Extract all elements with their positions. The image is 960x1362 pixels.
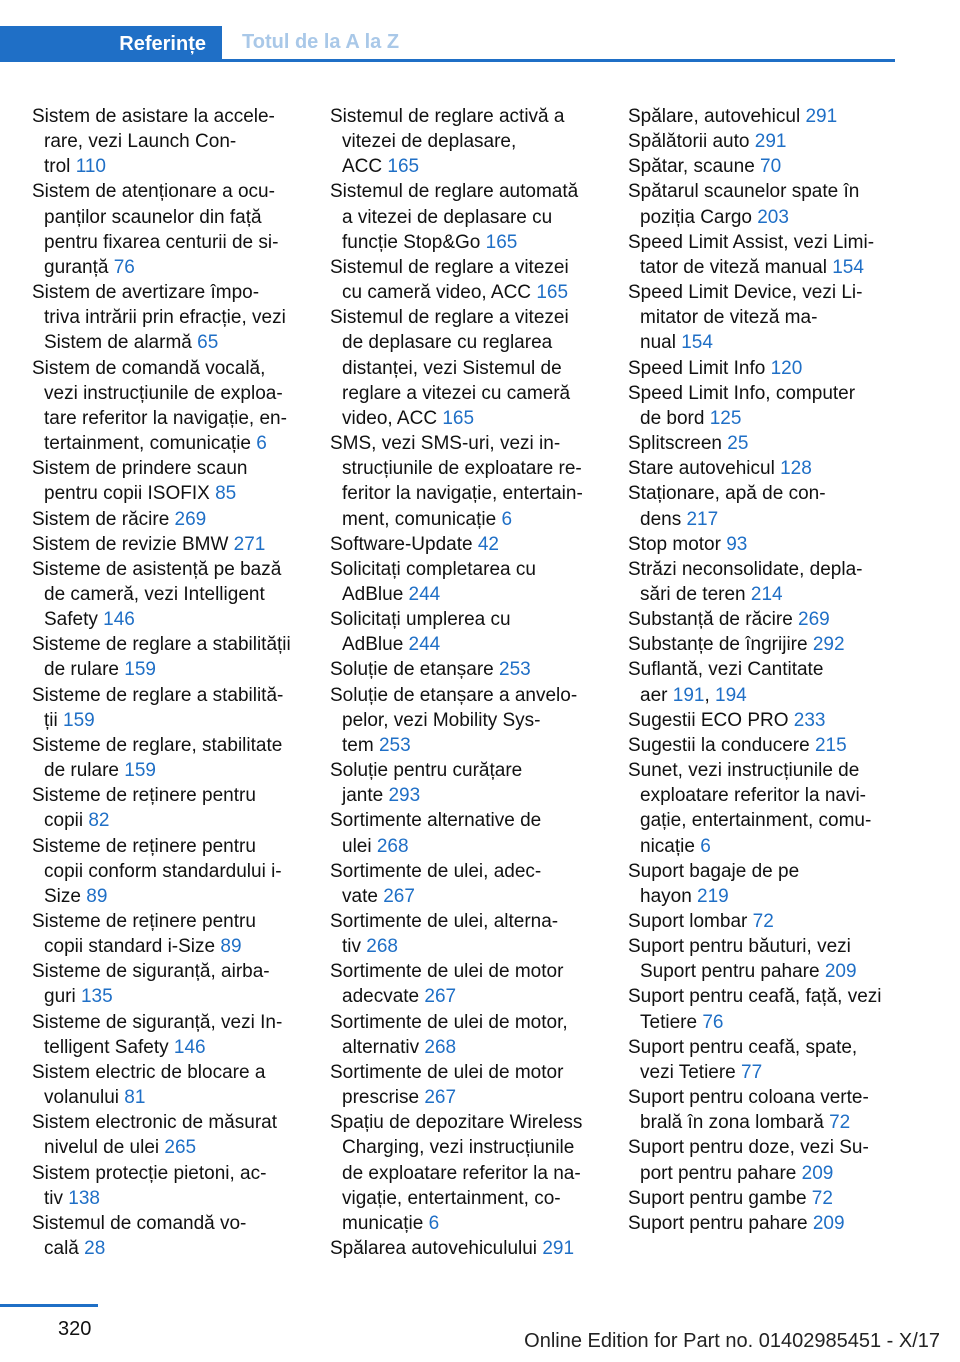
index-term: Speed Limit Assist, vezi Limi-: [628, 231, 875, 253]
index-term: rare, vezi Launch Con-: [44, 131, 237, 153]
index-term: Suport pentru coloana verte-: [628, 1087, 869, 1109]
page-reference-link[interactable]: 25: [727, 433, 749, 455]
page-reference-link[interactable]: 72: [811, 1187, 833, 1209]
index-entry: [32, 104, 302, 179]
page-reference-link[interactable]: 165: [442, 407, 475, 429]
index-entry: [628, 179, 898, 229]
index-term: Sunet, vezi instrucțiunile de: [628, 760, 860, 782]
page-reference-link[interactable]: 291: [805, 106, 838, 127]
index-entry: [628, 1035, 898, 1085]
index-term: panților scaunelor din față: [44, 206, 262, 228]
index-entry: [330, 657, 600, 682]
page-reference-link[interactable]: 135: [80, 986, 113, 1008]
index-term: Suflantă, vezi Cantitate: [628, 659, 824, 681]
index-term: tertainment, comunicație: [44, 433, 257, 455]
index-term: brală în zona lombară: [640, 1112, 830, 1134]
index-term: Suport pentru doze, vezi Su-: [628, 1137, 869, 1159]
footer-edition: Online Edition for Part no. 01402985451 - X/17: [524, 1330, 940, 1352]
index-term: Sisteme de reglare, stabilitate: [32, 734, 283, 756]
index-term: de exploatare referitor la na-: [342, 1162, 581, 1184]
index-term: Suport pentru pahare: [640, 961, 825, 983]
index-entry: [330, 255, 600, 305]
index-term: tator de viteză manual: [640, 256, 833, 278]
index-term: copii conform standardului i-: [44, 860, 282, 882]
index-entry: [628, 909, 898, 934]
page-reference-link[interactable]: 293: [388, 785, 421, 807]
page-reference-link[interactable]: 209: [801, 1162, 834, 1184]
index-entry: [628, 456, 898, 481]
section-tab-label: Referințe: [119, 32, 206, 55]
index-term: dens: [640, 508, 687, 530]
index-term: volanului: [44, 1087, 125, 1109]
page-reference-link[interactable]: 214: [750, 583, 783, 605]
index-entry: [32, 834, 302, 909]
index-entry: [628, 733, 898, 758]
index-term: ții: [44, 709, 63, 731]
page-reference-link[interactable]: 70: [760, 156, 782, 178]
index-term: Sortimente de ulei de motor: [330, 961, 564, 983]
page-reference-link[interactable]: 291: [754, 131, 787, 153]
page-reference-link[interactable]: 194: [715, 684, 747, 706]
index-entry: [628, 934, 898, 984]
index-term: guri: [44, 986, 81, 1008]
index-term: vezi Tetiere: [640, 1061, 742, 1083]
index-term: Suport pentru gambe: [628, 1187, 812, 1209]
index-entry: [628, 129, 898, 154]
page-reference-link[interactable]: 269: [798, 609, 830, 631]
page-reference-link[interactable]: 138: [68, 1187, 100, 1209]
page-reference-link[interactable]: 128: [780, 458, 812, 480]
index-term: nual: [640, 332, 682, 354]
index-term: Speed Limit Device, vezi Li-: [628, 282, 863, 304]
index-term: Spațiu de depozitare Wireless: [330, 1112, 583, 1134]
page-reference-link[interactable]: 292: [812, 634, 845, 656]
index-term: Străzi neconsolidate, depla-: [628, 558, 863, 580]
page-reference-link[interactable]: 291: [542, 1238, 575, 1260]
index-term: hayon: [640, 885, 698, 907]
index-term: Sistem de alarmă: [44, 332, 198, 354]
index-entry: [330, 431, 600, 532]
page-number: 320: [58, 1318, 92, 1340]
index-term: Sortimente de ulei, alterna-: [330, 911, 559, 932]
index-term: tem: [342, 734, 379, 756]
index-term: Substanțe de îngrijire: [628, 634, 813, 656]
index-term: Suport lombar: [628, 911, 753, 932]
index-term: Sistem de prindere scaun: [32, 458, 248, 480]
index-entry: [628, 356, 898, 381]
index-term: alternativ: [342, 1036, 425, 1058]
page-reference-link[interactable]: 244: [408, 634, 441, 656]
index-term: ulei: [342, 835, 377, 857]
index-term: Sortimente de ulei de motor,: [330, 1011, 568, 1033]
section-tab[interactable]: [0, 26, 222, 62]
index-entry: [32, 1110, 302, 1160]
index-entry: [330, 179, 600, 254]
index-term: vate: [342, 885, 384, 907]
index-term: poziția Cargo: [640, 206, 758, 228]
page-reference-link[interactable]: 154: [832, 256, 864, 278]
index-entry: [32, 1060, 302, 1110]
page-reference-link[interactable]: 265: [164, 1137, 197, 1159]
index-entry: [628, 632, 898, 657]
index-term: Charging, vezi instrucțiunile: [342, 1137, 575, 1159]
page-reference-link[interactable]: 267: [424, 1087, 457, 1109]
page-reference-link[interactable]: 191: [672, 684, 705, 706]
index-term: nivelul de ulei: [44, 1137, 165, 1159]
index-term: pentru copii ISOFIX: [44, 483, 216, 505]
index-entry: [628, 657, 898, 707]
page-reference-link[interactable]: 268: [424, 1036, 457, 1058]
index-entry: [32, 557, 302, 632]
page-reference-link[interactable]: 267: [424, 986, 457, 1008]
index-entry: [330, 1236, 600, 1261]
page-reference-link[interactable]: 72: [829, 1112, 851, 1134]
page-reference-link[interactable]: 209: [824, 961, 857, 983]
index-term: Spălătorii auto: [628, 131, 755, 153]
index-term: Solicitați completarea cu: [330, 558, 536, 580]
chapter-tab-label: Totul de la A la Z: [242, 31, 400, 53]
index-term: prescrise: [342, 1087, 425, 1109]
index-entry: [628, 984, 898, 1034]
index-entry: [628, 1135, 898, 1185]
page-reference-link[interactable]: 203: [757, 206, 789, 228]
index-term: aer: [640, 684, 673, 706]
index-term: Sistem electric de blocare a: [32, 1061, 266, 1083]
index-term: de cameră, vezi Intelligent: [44, 583, 265, 605]
index-term: Sisteme de reținere pentru: [32, 785, 256, 807]
index-term: Sugestii la conducere: [628, 734, 815, 756]
index-term: Suport bagaje de pe: [628, 860, 800, 882]
index-term: pelor, vezi Mobility Sys-: [342, 709, 541, 731]
index-term: strucțiunile de exploatare re-: [342, 458, 582, 480]
index-term: tiv: [342, 936, 367, 958]
page-reference-link[interactable]: 267: [383, 885, 415, 907]
index-term: Soluție de etanșare: [330, 659, 500, 681]
index-term: Splitscreen: [628, 433, 728, 455]
index-entry: [628, 607, 898, 632]
index-entry: [330, 1060, 600, 1110]
page-reference-link[interactable]: 146: [103, 609, 135, 631]
index-term: Staționare, apă de con-: [628, 483, 826, 505]
index-term: Software-Update: [330, 533, 478, 555]
index-term: Sortimente alternative de: [330, 810, 542, 832]
index-term: copii standard i-Size: [44, 936, 221, 958]
page-reference-link[interactable]: 120: [770, 357, 803, 379]
index-column-3: [628, 104, 898, 1236]
page-reference-link[interactable]: 72: [752, 911, 774, 932]
index-term: trol: [44, 156, 76, 178]
page-number-divider: [0, 1304, 98, 1307]
page-reference-link[interactable]: 253: [499, 659, 531, 681]
page-reference-link[interactable]: 165: [536, 282, 569, 304]
index-entry: [330, 758, 600, 808]
index-entry: [628, 1211, 898, 1236]
page-reference-link[interactable]: 76: [113, 256, 135, 278]
page-reference-link[interactable]: 81: [124, 1087, 146, 1109]
page-reference-link[interactable]: 42: [477, 533, 499, 555]
index-term: triva intrării prin efracție, vezi: [44, 307, 286, 329]
page-reference-link[interactable]: 93: [726, 533, 748, 555]
index-term: Sortimente de ulei, adec-: [330, 860, 542, 882]
index-term: Sisteme de reglare a stabilității: [32, 634, 291, 656]
index-term: sări de teren: [640, 583, 751, 605]
index-term: feritor la navigație, entertain-: [342, 483, 583, 505]
index-entry: [628, 381, 898, 431]
page-reference-link[interactable]: 146: [173, 1036, 206, 1058]
index-entry: [628, 708, 898, 733]
index-term: Safety: [44, 609, 104, 631]
index-term: gație, entertainment, comu-: [640, 810, 872, 832]
index-term: tiv: [44, 1187, 69, 1209]
index-term: exploatare referitor la navi-: [640, 785, 866, 807]
index-term: Suport pentru pahare: [628, 1212, 813, 1234]
index-term: vigație, entertainment, co-: [342, 1187, 561, 1209]
page-reference-link[interactable]: 154: [681, 332, 713, 354]
index-term: ment, comunicație: [342, 508, 502, 530]
index-entry: [32, 783, 302, 833]
index-entry: [330, 557, 600, 607]
page-reference-link[interactable]: 253: [378, 734, 411, 756]
index-term: funcție Stop&Go: [342, 231, 486, 253]
index-entry: [32, 456, 302, 506]
page-reference-link[interactable]: 76: [702, 1011, 724, 1033]
index-term: reglare a vitezei cu cameră: [342, 382, 571, 404]
index-term: Stop motor: [628, 533, 727, 555]
page-reference-link[interactable]: 6: [428, 1212, 440, 1234]
page-reference-link[interactable]: 159: [124, 760, 156, 782]
index-entry: [628, 230, 898, 280]
index-term: Sisteme de reținere pentru: [32, 835, 256, 857]
index-term: Soluție pentru curățare: [330, 760, 523, 782]
page-reference-link[interactable]: 159: [124, 659, 156, 681]
index-term: distanței, vezi Sistemul de: [342, 357, 562, 379]
index-entry: [330, 959, 600, 1009]
index-term: Sistemul de reglare a vitezei: [330, 307, 569, 329]
index-entry: [628, 431, 898, 456]
page-reference-link[interactable]: 89: [220, 936, 242, 958]
page-reference-link[interactable]: 268: [376, 835, 409, 857]
index-entry: [628, 758, 898, 859]
index-term: SMS, vezi SMS-uri, vezi in-: [330, 433, 561, 455]
page-reference-link[interactable]: 65: [197, 332, 219, 354]
index-term: Sistemul de reglare activă a: [330, 106, 565, 127]
index-term: municație: [342, 1212, 429, 1234]
page-reference-link[interactable]: 219: [697, 885, 729, 907]
page-reference-link[interactable]: 244: [408, 583, 441, 605]
index-entry: [628, 154, 898, 179]
index-term: Speed Limit Info, computer: [628, 382, 856, 404]
index-entry: [32, 532, 302, 557]
index-term: Sistem de răcire: [32, 508, 175, 530]
index-term: Soluție de etanșare a anvelo-: [330, 684, 578, 706]
page-reference-link[interactable]: 159: [63, 709, 95, 731]
index-entry: [628, 557, 898, 607]
index-term: Spătar, scaune: [628, 156, 761, 178]
index-term: mitator de viteză ma-: [640, 307, 818, 329]
index-term: Sisteme de siguranță, vezi In-: [32, 1011, 283, 1033]
page-reference-link[interactable]: 77: [741, 1061, 763, 1083]
index-term: Suport pentru ceafă, spate,: [628, 1036, 858, 1058]
index-term: de bord: [640, 407, 710, 429]
index-term: guranță: [44, 256, 114, 278]
chapter-tab[interactable]: [222, 26, 895, 59]
page-reference-link[interactable]: 110: [75, 156, 106, 178]
page-reference-link[interactable]: 28: [84, 1238, 106, 1260]
index-term: vitezei de deplasare,: [342, 131, 517, 153]
index-entry: [330, 859, 600, 909]
index-entry: [330, 305, 600, 431]
index-term: vezi instrucțiunile de exploa-: [44, 382, 283, 404]
page-reference-link[interactable]: 209: [812, 1212, 845, 1234]
index-entry: [32, 1010, 302, 1060]
page-reference-link[interactable]: 125: [709, 407, 742, 429]
index-term: Sistemul de comandă vo-: [32, 1212, 247, 1234]
index-entry: [32, 683, 302, 733]
index-term: de rulare: [44, 760, 125, 782]
index-term: Spălarea autovehiculului: [330, 1238, 543, 1260]
index-term: pentru fixarea centurii de si-: [44, 231, 279, 253]
index-entry: [330, 909, 600, 959]
index-entry: [32, 733, 302, 783]
index-entry: [32, 280, 302, 355]
index-term: Sistem de asistare la accele-: [32, 106, 275, 127]
index-term: Spătarul scaunelor spate în: [628, 181, 860, 203]
index-entry: [32, 959, 302, 1009]
index-term: Sisteme de asistență pe bază: [32, 558, 282, 580]
index-entry: [32, 632, 302, 682]
page-reference-link[interactable]: 82: [88, 810, 110, 832]
index-entry: [330, 808, 600, 858]
index-term: Sortimente de ulei de motor: [330, 1061, 564, 1083]
page-reference-link[interactable]: 85: [215, 483, 237, 505]
index-term: video, ACC: [342, 407, 443, 429]
index-entry: [32, 1211, 302, 1261]
index-term: de rulare: [44, 659, 125, 681]
index-term: Tetiere: [640, 1011, 703, 1033]
index-entry: [32, 1161, 302, 1211]
index-entry: [32, 179, 302, 280]
index-entry: [330, 104, 600, 179]
index-term: port pentru pahare: [640, 1162, 802, 1184]
page-reference-link[interactable]: 233: [793, 709, 826, 731]
index-term: nicație: [640, 835, 701, 857]
index-column-2: [330, 104, 600, 1261]
header-divider: [222, 59, 895, 62]
index-term: Suport pentru băuturi, vezi: [628, 936, 851, 958]
index-term: Sisteme de reglare a stabilită-: [32, 684, 284, 706]
page-reference-link[interactable]: 6: [501, 508, 513, 530]
index-term: a vitezei de deplasare cu: [342, 206, 553, 228]
index-column-1: [32, 104, 302, 1261]
index-term: Sistemul de reglare automată: [330, 181, 579, 203]
index-term: ACC: [342, 156, 388, 178]
page-reference-link[interactable]: 165: [485, 231, 518, 253]
index-entry: [628, 280, 898, 355]
page-reference-link[interactable]: 89: [86, 885, 108, 907]
page-reference-link[interactable]: 6: [700, 835, 711, 857]
index-entry: [628, 859, 898, 909]
index-term: Sistem de revizie BMW: [32, 533, 234, 555]
page-reference-link[interactable]: 269: [174, 508, 207, 530]
index-entry: [628, 532, 898, 557]
index-term: Suport pentru ceafă, față, vezi: [628, 986, 882, 1008]
page-reference-link[interactable]: 271: [233, 533, 266, 555]
page-reference-link[interactable]: 165: [387, 156, 420, 178]
index-term: Spălare, autovehicul: [628, 106, 806, 127]
index-term: Speed Limit Info: [628, 357, 771, 379]
index-entry: [330, 683, 600, 758]
index-term: Substanță de răcire: [628, 609, 799, 631]
index-term: de deplasare cu reglarea: [342, 332, 553, 354]
index-entry: [330, 532, 600, 557]
index-term: Sistem de avertizare împo-: [32, 282, 260, 304]
index-term: Sugestii ECO PRO: [628, 709, 794, 731]
index-term: Sistem electronic de măsurat: [32, 1112, 277, 1134]
index-entry: [32, 507, 302, 532]
index-term: Solicitați umplerea cu: [330, 609, 511, 631]
index-entry: [330, 607, 600, 657]
index-term: Sistem de atenționare a ocu-: [32, 181, 275, 203]
page-header: [0, 26, 895, 62]
index-term: Sistem protecție pietoni, ac-: [32, 1162, 267, 1184]
index-entry: [628, 1085, 898, 1135]
index-term: Sistem de comandă vocală,: [32, 357, 266, 379]
index-term: AdBlue: [342, 583, 409, 605]
index-term: Sisteme de siguranță, airba-: [32, 961, 270, 983]
index-term: telligent Safety: [44, 1036, 174, 1058]
index-entry: [330, 1110, 600, 1236]
index-term: Sisteme de reținere pentru: [32, 911, 256, 932]
page-reference-link[interactable]: 268: [366, 936, 398, 958]
index-entry: [628, 1186, 898, 1211]
index-term: Size: [44, 885, 87, 907]
index-term: AdBlue: [342, 634, 409, 656]
index-entry: [628, 481, 898, 531]
index-entry: [32, 356, 302, 457]
ref-separator: ,: [704, 684, 716, 706]
index-term: copii: [44, 810, 89, 832]
index-term: cu cameră video, ACC: [342, 282, 537, 304]
index-term: adecvate: [342, 986, 425, 1008]
index-entry: [628, 104, 898, 129]
index-entry: [330, 1010, 600, 1060]
page-reference-link[interactable]: 215: [814, 734, 847, 756]
index-term: Sistemul de reglare a vitezei: [330, 256, 569, 278]
index-term: jante: [342, 785, 389, 807]
page-reference-link[interactable]: 217: [686, 508, 719, 530]
index-term: cală: [44, 1238, 85, 1260]
page-reference-link[interactable]: 6: [256, 433, 267, 455]
index-term: Stare autovehicul: [628, 458, 781, 480]
index-term: tare referitor la navigație, en-: [44, 407, 287, 429]
index-entry: [32, 909, 302, 959]
